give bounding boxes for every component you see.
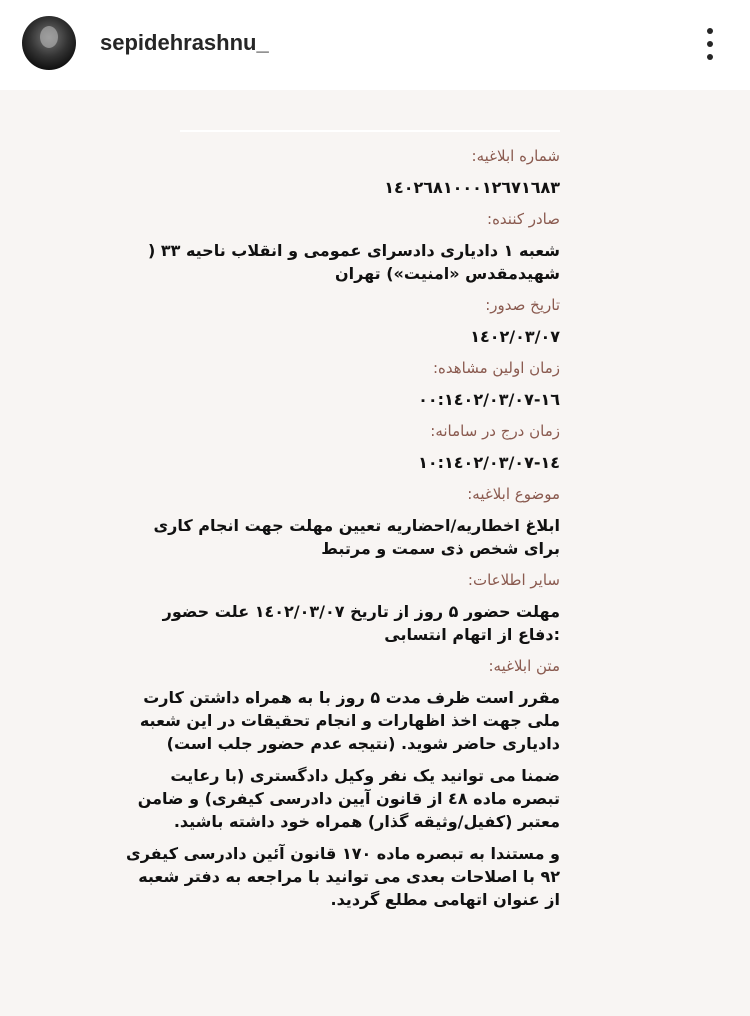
- issuer: شعبه ۱ دادیاری دادسرای عمومی و انقلاب ناحیه ۳۳ ( شهیدمقدس «امنیت») تهران: [147, 241, 560, 283]
- notice-paragraph: و مستندا به تبصره ماده ۱۷۰ قانون آئین دادرسی کیفری ۹۲ با اصلاحات بعدی می توانید با مراجعه به دفتر شعبه از عنوان اتهامی مطلع گردید.: [126, 844, 560, 909]
- notice-number-label: شماره ابلاغیه:: [471, 147, 560, 165]
- divider: [180, 130, 560, 132]
- first-view-label: زمان اولین مشاهده:: [432, 359, 560, 377]
- post-header: [0, 0, 750, 90]
- first-view: ۱٤۰۲/۰۳/۰۷-۱٦:۰۰: [418, 390, 560, 409]
- notice-text-label: متن ابلاغیه:: [488, 657, 560, 675]
- issue-date-label: تاریخ صدور:: [485, 296, 560, 314]
- notice-paragraph: مقرر است ظرف مدت ۵ روز با به همراه داشتن کارت ملی جهت اخذ اظهارات و انجام تحقیقات در این شعبه دادیاری حاضر شوید. (نتیجه عدم حضور جلب است): [139, 688, 560, 753]
- avatar[interactable]: [22, 16, 76, 70]
- more-vertical-icon[interactable]: [698, 24, 722, 64]
- notice-document: [120, 146, 560, 920]
- other-info: مهلت حضور ۵ روز از تاریخ ۱٤۰۲/۰۳/۰۷ علت حضور :دفاع از اتهام انتسابی: [162, 602, 560, 644]
- username-link[interactable]: sepidehrashnu_: [100, 30, 269, 55]
- other-info-label: سایر اطلاعات:: [467, 571, 560, 589]
- notice-number: ۱٤۰۲٦۸۱۰۰۰۱۲٦۷۱٦۸۳: [384, 178, 560, 197]
- notice-paragraph: ضمنا می توانید یک نفر وکیل دادگستری (با رعایت تبصره ماده ٤۸ از قانون آیین دادرسی کیفری) و ضامن معتبر (کفیل/وثیقه گذار) همراه خود داشته باشید.: [137, 766, 560, 831]
- subject: ابلاغ اخطاریه/احضاریه تعیین مهلت جهت انجام کاری برای شخص ذی سمت و مرتبط: [153, 516, 560, 558]
- issue-date: ۱٤۰۲/۰۳/۰۷: [470, 327, 560, 346]
- issuer-label: صادر کننده:: [487, 210, 560, 228]
- system-entry-label: زمان درج در سامانه:: [430, 422, 560, 440]
- post-image: [0, 90, 750, 1016]
- subject-label: موضوع ابلاغیه:: [467, 485, 560, 503]
- system-entry: ۱٤۰۲/۰۳/۰۷-۱٤:۱۰: [418, 453, 560, 472]
